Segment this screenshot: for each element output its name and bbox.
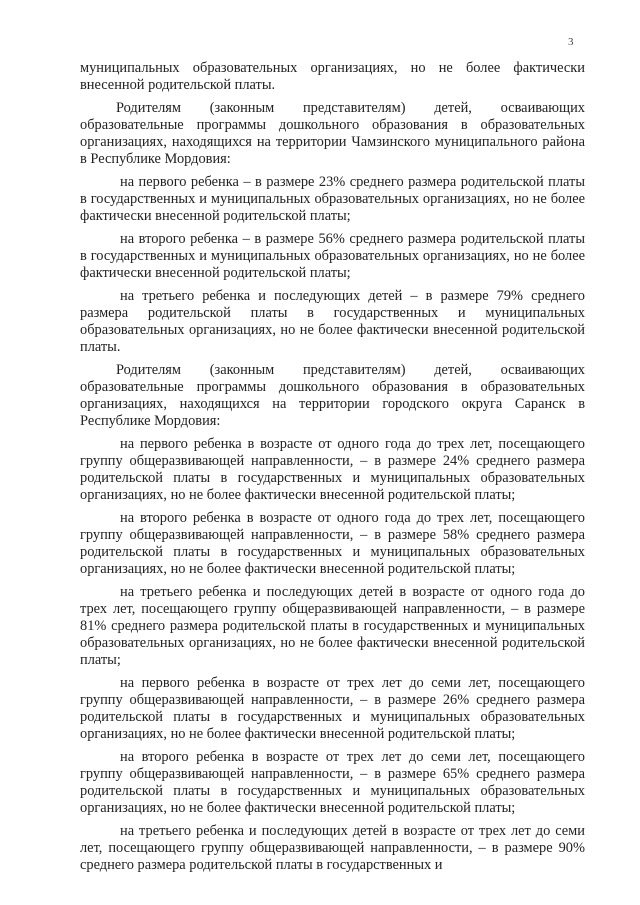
paragraph: Родителям (законным представителям) детей, осваивающих образовательные программы дошкольного образования в образовательных организациях, находящихся на территории городского округа Саранск в Республике Мордовия: xyxy=(80,362,585,429)
page-number: 3 xyxy=(568,36,574,48)
document-body xyxy=(80,60,585,880)
paragraph: на третьего ребенка и последующих детей в возрасте от трех лет до семи лет, посещающего группу общеразвивающей направленности, – в размере 90% среднего размера родительской платы в государственных и xyxy=(80,823,585,873)
paragraph: на второго ребенка в возрасте от трех лет до семи лет, посещающего группу общеразвивающей направленности, – в размере 65% среднего размера родительской платы в государственных и муниципальных образовательных организациях, но не более фактически внесенной родительской платы; xyxy=(80,749,585,816)
paragraph: муниципальных образовательных организациях, но не более фактически внесенной родительской платы. xyxy=(80,60,585,93)
paragraph: на второго ребенка – в размере 56% среднего размера родительской платы в государственных и муниципальных образовательных организациях, но не более фактически внесенной родительской платы; xyxy=(80,231,585,281)
paragraph: Родителям (законным представителям) детей, осваивающих образовательные программы дошкольного образования в образовательных организациях, находящихся на территории Чамзинского муниципального района в Республике Мордовия: xyxy=(80,100,585,167)
paragraph: на третьего ребенка и последующих детей – в размере 79% среднего размера родительской платы в государственных и муниципальных образовательных организациях, но не более фактически внесенной родительской платы. xyxy=(80,288,585,355)
paragraph: на второго ребенка в возрасте от одного года до трех лет, посещающего группу общеразвивающей направленности, – в размере 58% среднего размера родительской платы в государственных и муниципальных образовательных организациях, но не более фактически внесенной родительской платы; xyxy=(80,510,585,577)
paragraph: на третьего ребенка и последующих детей в возрасте от одного года до трех лет, посещающего группу общеразвивающей направленности, – в размере 81% среднего размера родительской платы в государственных и муниципальных образовательных организациях, но не более фактически внесенной родительской платы; xyxy=(80,584,585,668)
paragraph: на первого ребенка в возрасте от трех лет до семи лет, посещающего группу общеразвивающей направленности, – в размере 26% среднего размера родительской платы в государственных и муниципальных образовательных организациях, но не более фактически внесенной родительской платы; xyxy=(80,675,585,742)
paragraph: на первого ребенка – в размере 23% среднего размера родительской платы в государственных и муниципальных образовательных организациях, но не более фактически внесенной родительской платы; xyxy=(80,174,585,224)
paragraph: на первого ребенка в возрасте от одного года до трех лет, посещающего группу общеразвивающей направленности, – в размере 24% среднего размера родительской платы в государственных и муниципальных образовательных организациях, но не более фактически внесенной родительской платы; xyxy=(80,436,585,503)
